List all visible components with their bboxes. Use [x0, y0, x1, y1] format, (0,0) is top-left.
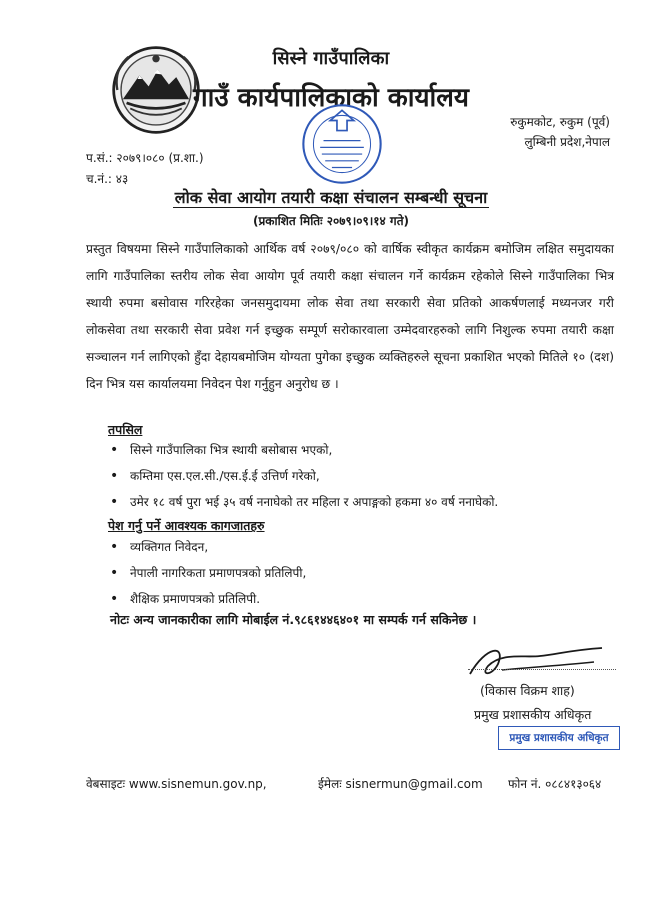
- signatory-stamp: प्रमुख प्रशासकीय अधिकृत: [498, 726, 620, 750]
- list-item: • व्यक्तिगत निवेदन,: [110, 534, 306, 560]
- address-line-2: लुम्बिनी प्रदेश,नेपाल: [524, 135, 610, 149]
- notice-body: प्रस्तुत विषयमा सिस्ने गाउँपालिकाको आर्थिक वर्ष २०७९/०८० को वार्षिक स्वीकृत कार्यक्रम बमोजिम लक्षित समुदायका लागि गाउँपालिका स्तरीय लोक सेवा आयोग पूर्व तयारी कक्षा संचालन गर्ने कार्यक्रम रहेकोले सिस्ने गाउँपालिका भित्र स्थायी रुपमा बसोवास गरिरहेका जनसमुदायमा लोक सेवा तथा सरकारी सेवा प्रतिको आकर्षणलाई मध्यनजर गरी लोकसेवा तथा सरकारी सेवा प्रवेश गर्न इच्छुक सम्पूर्ण सरोकारवाला उम्मेदवारहरुको लागि निशुल्क रुपमा तयारी कक्षा सञ्चालन गर्न लागिएको हुँदा देहायबमोजिम योग्यता पुगेका इच्छुक व्यक्तिहरुले सूचना प्रकाशित भएको मितिले १० (दश) दिन भित्र यस कार्यालयमा निवेदन पेश गर्नुहुन अनुरोध छ ।: [86, 242, 614, 391]
- list-item: • नेपाली नागरिकता प्रमाणपत्रको प्रतिलिपी,: [110, 560, 306, 586]
- letter-reference-number: प.सं.: २०७९।०८० (प्र.शा.): [86, 151, 204, 165]
- list-item: • सिस्ने गाउँपालिका भित्र स्थायी बसोबास भएको,: [110, 437, 498, 463]
- office-name: गाउँ कार्यपालिकाको कार्यालय: [193, 83, 469, 113]
- municipality-name: सिस्ने गाउँपालिका: [272, 48, 390, 69]
- details-list: [110, 437, 498, 515]
- notice-title-text: लोक सेवा आयोग तयारी कक्षा संचालन सम्बन्धी सूचना: [174, 188, 488, 207]
- list-item: • उमेर १८ वर्ष पुरा भई ३५ वर्ष ननाघेको तर महिला र अपाङ्गको हकमा ४० वर्ष ननाघेको.: [110, 489, 498, 515]
- footer-phone: फोन नं. ०८८४१३०६४: [508, 777, 602, 791]
- signature-icon: [462, 640, 612, 684]
- office-seal-icon: [300, 102, 384, 186]
- documents-heading: पेश गर्नु पर्ने आवश्यक कागजातहरु: [108, 518, 265, 533]
- signatory-title: प्रमुख प्रशासकीय अधिकृत: [474, 707, 592, 722]
- dispatch-number: च.नं.: ४३: [86, 172, 129, 186]
- details-heading: तपसिल: [108, 422, 143, 437]
- signature-line: [468, 669, 616, 670]
- address-line-1: रुकुमकोट, रुकुम (पूर्व): [510, 115, 610, 129]
- footer-website: वेबसाइटः www.sisnemun.gov.np,: [86, 777, 267, 791]
- contact-note: नोटः अन्य जानकारीका लागि मोबाईल नं.९८६१४४६४०१ मा सम्पर्क गर्न सकिनेछ ।: [110, 612, 477, 627]
- list-item: • कम्तिमा एस.एल.सी./एस.ई.ई उत्तिर्ण गरेको,: [110, 463, 498, 489]
- footer-email: ईमेलः sisnermun@gmail.com: [318, 777, 483, 791]
- published-date: (प्रकाशित मितिः २०७९।०९।१४ गते): [252, 214, 410, 228]
- documents-list: [110, 534, 306, 612]
- notice-title: [0, 186, 662, 208]
- signatory-name: (विकास विक्रम शाह): [480, 683, 575, 698]
- list-item: • शैक्षिक प्रमाणपत्रको प्रतिलिपी.: [110, 586, 306, 612]
